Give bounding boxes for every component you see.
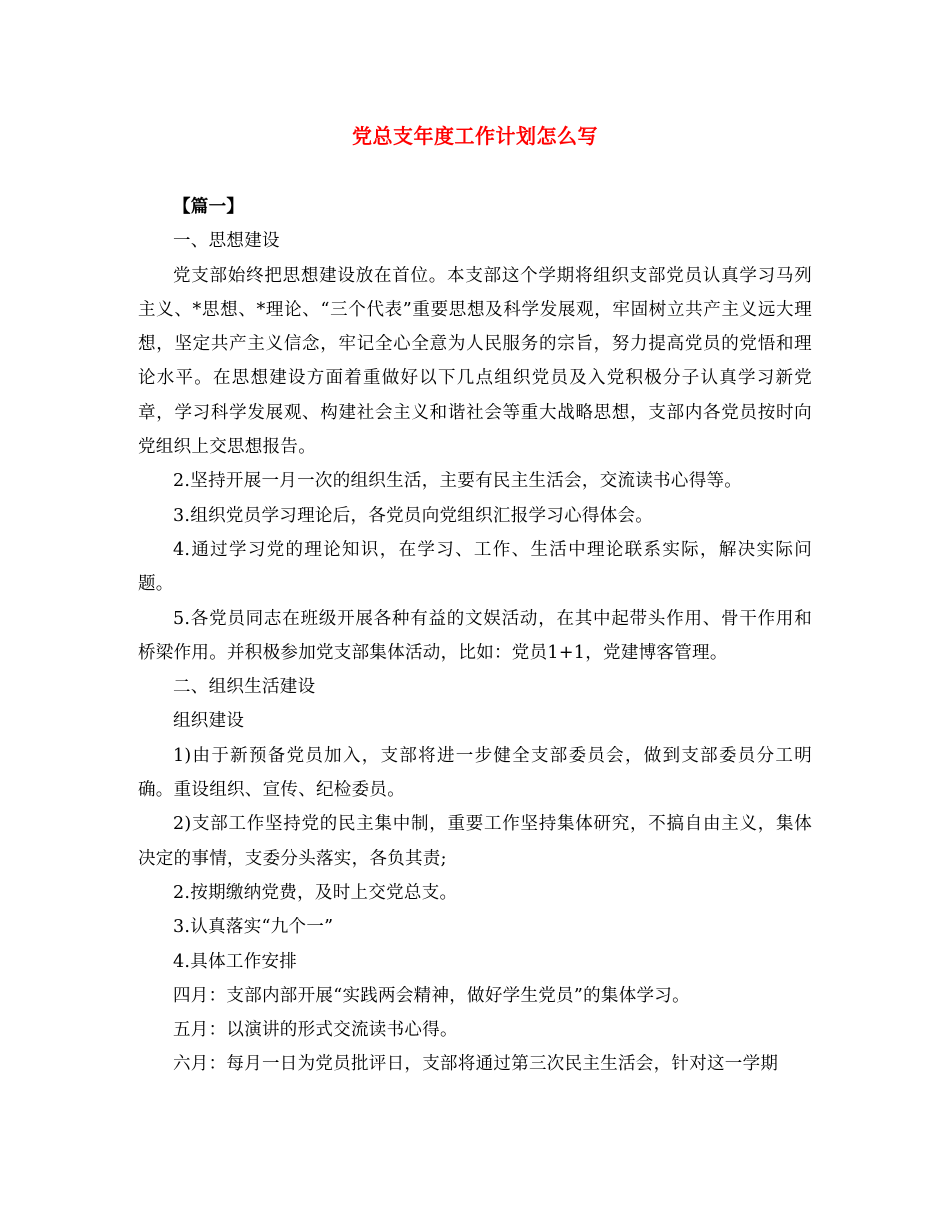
schedule-april: 四月：支部内部开展“实践两会精神，做好学生党员”的集体学习。 <box>173 985 690 1006</box>
item-2-dues: 2.按期缴纳党费，及时上交党总支。 <box>173 882 458 903</box>
item-4-practice: 4.通过学习党的理论知识，在学习、工作、生活中理论联系实际，解决实际问题。 <box>138 539 812 595</box>
heading-organization-life: 二、组织生活建设 <box>173 677 316 698</box>
schedule-may: 五月：以演讲的形式交流读书心得。 <box>173 1020 458 1041</box>
heading-ideology: 一、思想建设 <box>173 231 280 252</box>
paragraph-ideology: 党支部始终把思想建设放在首位。本支部这个学期将组织支部党员认真学习马列主义、*思想、*理论、“三个代表”重要思想及科学发展观，牢固树立共产主义远大理想，坚定共产主义信念，牢记全心全意为人民服务的宗旨，努力提高党员的党悟和理论水平。在思想建设方面着重做好以下几点组织党员及入党积极分子认真学习新党章，学习科学发展观、构建社会主义和谐社会等重大战略思想，支部内各党员按时向党组织上交思想报告。 <box>138 265 812 458</box>
section-marker: 【篇一】 <box>173 197 245 217</box>
document-body <box>138 190 812 1082</box>
subheading-organization: 组织建设 <box>173 711 245 732</box>
schedule-june: 六月：每月一日为党员批评日，支部将通过第三次民主生活会，针对这一学期 <box>173 1054 779 1075</box>
item-1-committee: 1)由于新预备党员加入，支部将进一步健全支部委员会，做到支部委员分工明确。重设组织、宣传、纪检委员。 <box>138 745 812 801</box>
item-3-report: 3.组织党员学习理论后，各党员向党组织汇报学习心得体会。 <box>173 505 654 526</box>
item-2-centralism: 2)支部工作坚持党的民主集中制，重要工作坚持集体研究，不搞自由主义，集体决定的事情，支委分头落实，各负其责; <box>138 814 812 869</box>
document-title: 党总支年度工作计划怎么写 <box>352 124 598 148</box>
item-4-schedule: 4.具体工作安排 <box>173 951 298 972</box>
item-5-activities: 5.各党员同志在班级开展各种有益的文娱活动，在其中起带头作用、骨干作用和桥梁作用。并积极参加党支部集体活动，比如：党员1+1，党建博客管理。 <box>138 608 812 663</box>
item-3-nine-ones: 3.认真落实“九个一” <box>173 917 334 938</box>
item-2-monthly-life: 2.坚持开展一月一次的组织生活，主要有民主生活会，交流读书心得等。 <box>173 471 743 492</box>
